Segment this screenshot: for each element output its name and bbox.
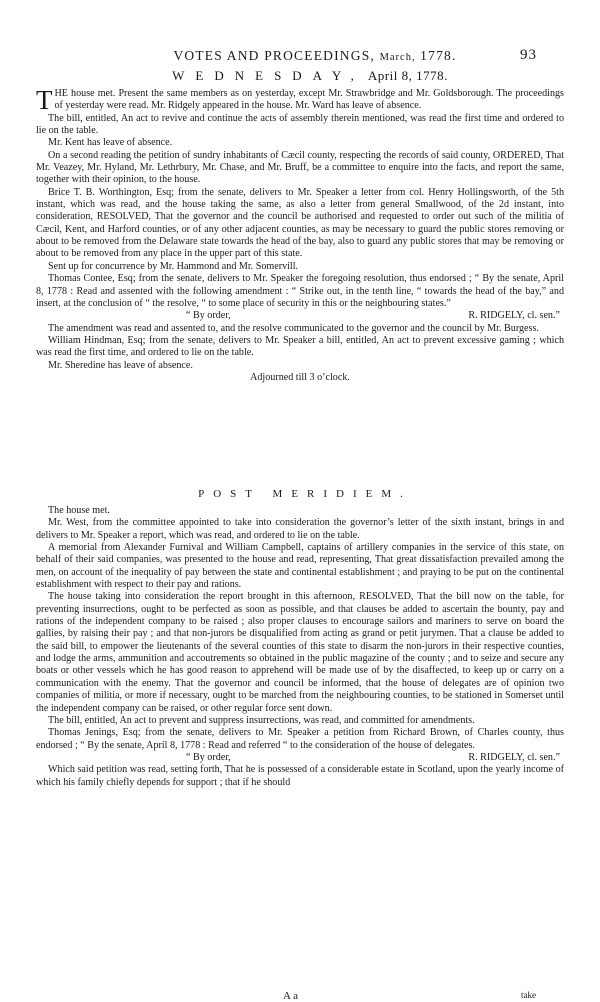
signature-line: [36, 310, 564, 322]
paragraph: On a second reading the petition of sundry inhabitants of Cæcil county, respecting the records of said county, ORDERED, That Mr. Veazey, Mr. Hyland, Mr. Lethrbury, Mr. Chase, and Mr. Bruff, be a committee to enquire into the facts, and report the same, together with their opinion, to the house.: [36, 149, 564, 186]
signature-line: [36, 752, 564, 764]
signature-clerk: R. RIDGELY, cl. sen.”: [468, 751, 560, 763]
drop-cap: T: [36, 85, 53, 115]
signature-by-order: “ By order,: [186, 751, 231, 763]
running-month: March,: [379, 52, 416, 63]
signature-by-order: “ By order,: [186, 310, 231, 322]
paragraph: Sent up for concurrence by Mr. Hammond and Mr. Somervill.: [48, 260, 299, 272]
paragraph: Mr. Kent has leave of absence.: [48, 137, 173, 149]
afternoon-session: [36, 505, 564, 789]
signature-mark: A a: [283, 990, 298, 1002]
paragraph: The house met.: [48, 505, 110, 516]
day-name: WEDNESDAY,: [172, 68, 365, 83]
day-date: April 8, 1778.: [367, 68, 448, 83]
running-head: [80, 48, 550, 64]
morning-session: [36, 85, 564, 384]
paragraph: Mr. West, from the committee appointed to take into consideration the governor’s letter of the sixth instant, brings in and delivers to Mr. Speaker a report, which was read, and ordered to lie on the table.: [36, 517, 564, 541]
signature-clerk: R. RIDGELY, cl. sen.”: [468, 310, 560, 322]
paragraph: Mr. Sheredine has leave of absence.: [48, 359, 193, 371]
paragraph: Thomas Contee, Esq; from the senate, delivers to Mr. Speaker the foregoing resolution, thus endorsed ; “ By the senate, April 8, 1778 : Read and assented with the following amendment : “ Strike out, in the tenth line, “ towards the head of the bay,” and insert, at the conclusion of “ the resolve, “ to some place of security in this or the neighbouring states.”: [36, 273, 564, 309]
paragraph: The amendment was read and assented to, and the resolve communicated to the governor and the council by Mr. Burgess.: [48, 322, 539, 334]
running-title: VOTES AND PROCEEDINGS,: [173, 48, 375, 63]
paragraph: The bill, entitled, An act to prevent and suppress insurrections, was read, and committed for amendments.: [48, 714, 475, 726]
running-year: 1778.: [420, 48, 457, 63]
paragraph: William Hindman, Esq; from the senate, delivers to Mr. Speaker a bill, entitled, An act to prevent excessive gaming ; which was read the first time, and ordered to lie on the table.: [36, 334, 564, 359]
paragraph: The house taking into consideration the report brought in this afternoon, RESOLVED, That the bill now on the table, for preventing insurrections, ought to be perfected as soon as possible, and that clauses be added to ascertain the bounty, pay and rations of the independent company to be raised ; also proper clauses to encourage sailors and mariners to serve on board the gallies, by raising their pay ; and that non-jurors be disqualified from acting as grand or petit jurymen. That a clause be added to the said bill, to empower the lieutenants of the several counties of this state to disarm the non-jurors in their respective counties, and lodge the arms, ammunition and accoutrements so obtained in the public magazine of the county ; and to seize and secure any boats or other vessels which he has good reason to apprehend will be made use of by the disaffected, to keep up or carry on a communication with the enemy. That the governor and council be informed, that the house of delegates are of opinion two companies of militia, or more if necessary, ought to be marched from the neighbouring counties, to be stationed in Somerset until the independent company can be raised, or other regular force sent down.: [36, 591, 564, 714]
paragraph: Brice T. B. Worthington, Esq; from the senate, delivers to Mr. Speaker a letter from col. Henry Hollingsworth, of the 5th instant, which was read, and the house taking the same, as also a letter from general Smallwood, of the 2d instant, into consideration, RESOLVED, That the governor and the council be authorised and requested to order out such of the militia of Cæcil, Kent, and Harford counties, or of any other adjacent counties, as may be necessary to guard the public stores removing or about to be removed from the Delaware state towards the head of the bay, also to guard any public stores that may be removing or about to be removed from any place in the upper part of this state.: [36, 186, 564, 260]
paragraph: Thomas Jenings, Esq; from the senate, delivers to Mr. Speaker a petition from Richard Brown, of Charles county, thus endorsed ; “ By the senate, April 8, 1778 : Read and referred “ to the consideration of the house of delegates.: [36, 727, 564, 751]
day-heading: [120, 68, 500, 84]
paragraph: Which said petition was read, setting forth, That he is possessed of a considerable estate in Scotland, upon the yearly income of which his family chiefly depends for support ; that if he should: [36, 764, 564, 788]
catchword: take: [521, 990, 536, 1000]
paragraph: THE house met. Present the same members as on yesterday, except Mr. Strawbridge and Mr. Goldsborough. The proceedings of yesterday were read. Mr. Ridgely appeared in the house. Mr. Ward has leave of absence.: [36, 85, 564, 115]
adjournment: Adjourned till 3 o’clock.: [250, 371, 350, 383]
paragraph: A memorial from Alexander Furnival and William Campbell, captains of artillery companies in the service of this state, on behalf of their said companies, was presented to the house and read, representing, That great dissatisfaction prevailed among the men, on account of the inequality of pay between the state and continental establishment ; and praying to be put on the continental establishment with respect to their pay and rations.: [36, 542, 564, 591]
section-heading: POST MERIDIEM.: [198, 488, 412, 500]
paragraph: The bill, entitled, An act to revive and continue the acts of assembly therein mentioned, was read the first time and ordered to lie on the table.: [36, 112, 564, 137]
page-number: 93: [520, 47, 537, 63]
